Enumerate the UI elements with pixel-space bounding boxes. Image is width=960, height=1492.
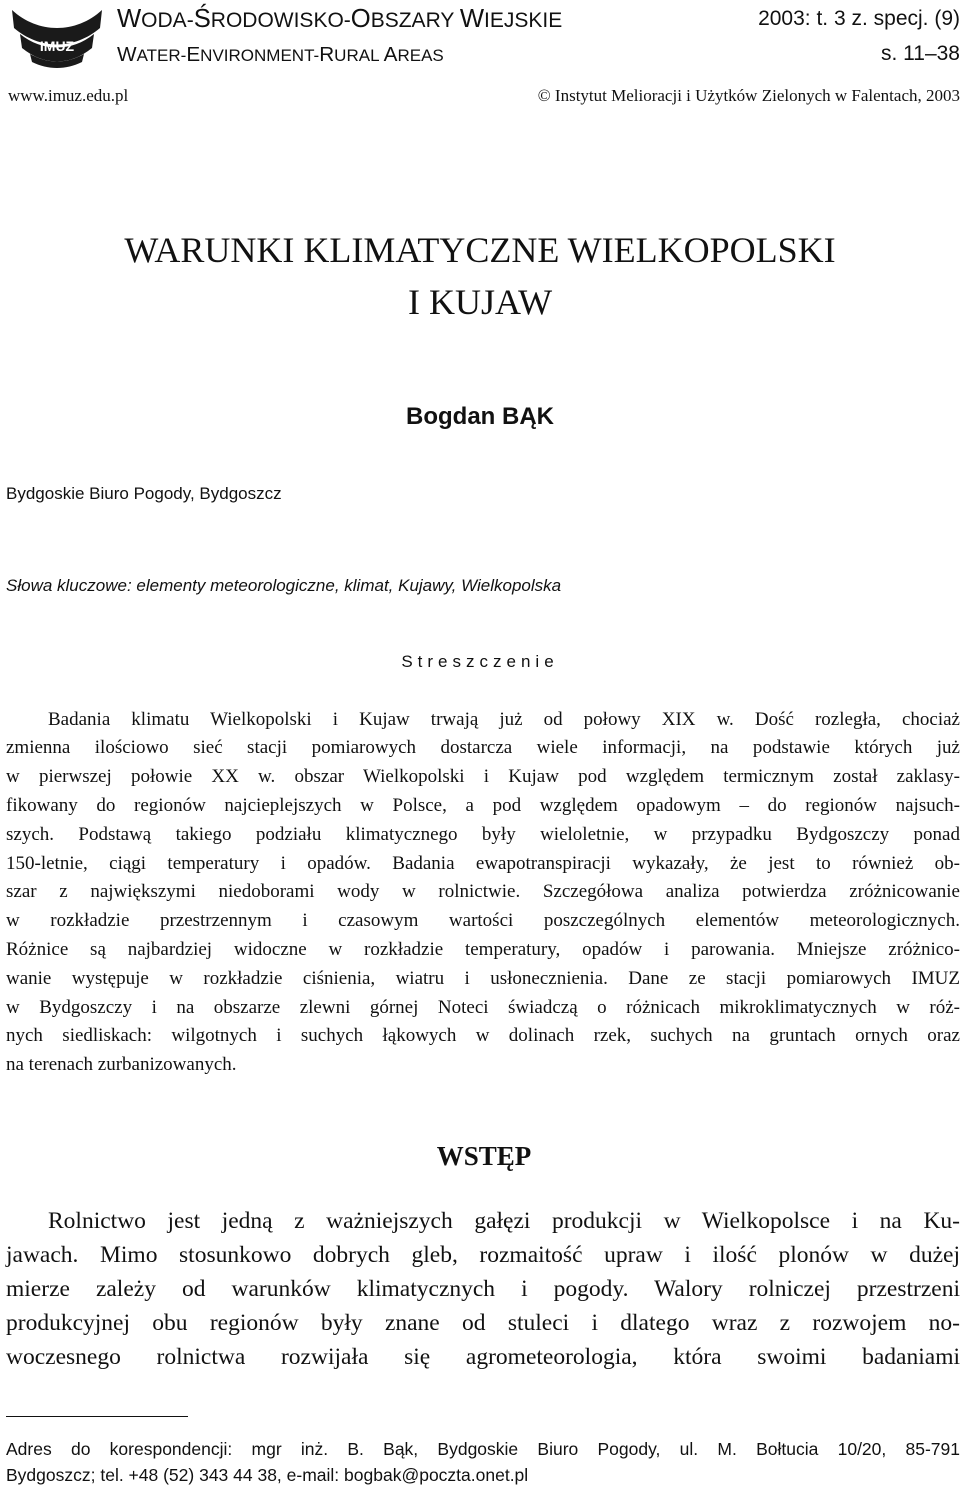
logo-text: IMUZ <box>39 38 75 54</box>
abstract-line: w Bydgoszczy i na obszarze zlewni górnej Noteci świadczą o różnicach mikroklimatycznych w róż- <box>6 997 960 1018</box>
body-line: jawach. Mimo stosunkowo dobrych gleb, rozmaitość upraw i ilość plonów w dużej <box>6 1242 960 1268</box>
abstract-line: w rozkładzie przestrzennym i czasowym wartości poszczególnych elementów meteorologicznych. <box>6 910 960 931</box>
body-line: produkcyjnej obu regionów były znane od stuleci i dlatego wraz z rozwojem no- <box>6 1310 960 1336</box>
abstract-heading: Streszczenie <box>401 652 559 671</box>
body-line: mierze zależy od warunków klimatycznych i pogody. Walory rolniczej przestrzeni <box>6 1276 960 1302</box>
copyright-notice: © Instytut Melioracji i Użytków Zielonych w Falentach, 2003 <box>537 86 960 105</box>
abstract-line: szar z największymi niedoborami wody w rolnictwie. Szczegółowa analiza potwierdza zróżnicowanie <box>6 881 960 902</box>
abstract-line: wanie występuje w rozkładzie ciśnienia, wiatru i usłonecznienia. Dane ze stacji pomiarowych IMUZ <box>6 968 960 989</box>
abstract-line: w pierwszej połowie XX w. obszar Wielkopolski i Kujaw pod względem termicznym został zaklasy- <box>6 766 960 787</box>
website-link[interactable]: www.imuz.edu.pl <box>8 86 129 105</box>
abstract-line: zmienna ilościowo sieć stacji pomiarowych dostarcza wiele informacji, na podstawie których już <box>6 737 960 758</box>
abstract-line: 150-letnie, ciągi temperatury i opadów. Badania ewapotranspiracji wykazały, że jest to również ob- <box>6 853 960 874</box>
abstract-line: Badania klimatu Wielkopolski i Kujaw trwają już od połowy XIX w. Dość rozległa, chociaż <box>48 709 960 730</box>
footnote-line: Bydgoszcz; tel. +48 (52) 343 44 38, e-mail: bogbak@poczta.onet.pl <box>6 1465 529 1485</box>
paper-title-line-1: WARUNKI KLIMATYCZNE WIELKOPOLSKI <box>124 230 836 270</box>
author-name: Bogdan BĄK <box>406 403 554 430</box>
paper-title-line-2: I KUJAW <box>407 282 553 322</box>
footnote-line: Adres do korespondencji: mgr inż. B. Bąk, Bydgoskie Biuro Pogody, ul. M. Bołtucia 10/20, 85-791 <box>6 1439 960 1459</box>
abstract-line: fikowany do regionów najcieplejszych w Polsce, a pod względem opadowym – do regionów najsuch- <box>6 795 960 816</box>
keywords: Słowa kluczowe: elementy meteorologiczne, klimat, Kujawy, Wielkopolska <box>6 576 562 595</box>
abstract-line: szych. Podstawą takiego podziału klimatycznego były wieloletnie, w przypadku Bydgoszczy ponad <box>6 824 960 845</box>
journal-title-english: WATER-ENVIRONMENT-RURAL AREAS <box>117 43 444 66</box>
journal-title-polish: WODA-ŚRODOWISKO-OBSZARY WIEJSKIE <box>117 5 563 33</box>
issue-info: 2003: t. 3 z. specj. (9) <box>758 7 960 30</box>
body-line: Rolnictwo jest jedną z ważniejszych gałęzi produkcji w Wielkopolsce i na Ku- <box>48 1208 960 1234</box>
author-affiliation: Bydgoskie Biuro Pogody, Bydgoszcz <box>6 484 282 503</box>
body-line: woczesnego rolnictwa rozwijała się agrometeorologia, która swoimi badaniami <box>6 1344 960 1370</box>
abstract-line: na terenach zurbanizowanych. <box>6 1054 237 1075</box>
abstract-line: Różnice są najbardziej widoczne w rozkładzie temperatury, opadów i parowania. Mniejsze zróżnico- <box>6 939 960 960</box>
footnote-separator <box>6 1416 188 1417</box>
section-heading: WSTĘP <box>436 1141 532 1171</box>
imuz-logo <box>8 4 106 72</box>
page-range: s. 11–38 <box>880 42 960 65</box>
abstract-line: nych siedliskach: wilgotnych i suchych łąkowych w dolinach rzek, suchych na gruntach ornych oraz <box>6 1025 960 1046</box>
